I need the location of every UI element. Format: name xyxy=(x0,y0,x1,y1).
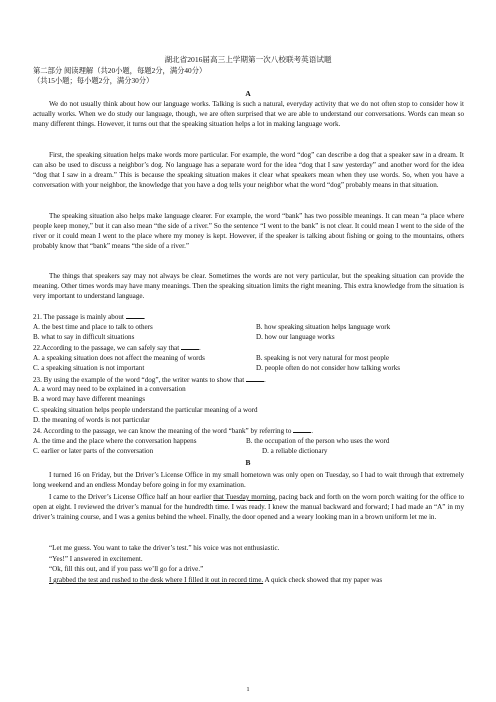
passage-a-paragraph-2: First, the speaking situation helps make words more particular. For example, the word “dog” can describe a dog that a speaker saw in a dream. It can also be used to discuss a neighbor’s dog. No language has a separate word for the idea “dog that I saw yesterday” and another word for the idea “dog that I saw in a dream.” This is because the speaking situation makes it clear what speakers mean when they use words. So, when you have a conversation with your neighbor, the knowledge that you have a dog tells your neighbor what the word “dog” probably means in that situation. xyxy=(33,151,464,190)
question-24-stem: 24. According to the passage, we can know the meaning of the word “bank” by referring to . xyxy=(33,427,314,435)
passage-b-paragraph-1: I turned 16 on Friday, but the Driver’s License Office in my small hometown was only open on Tuesday, so I had to wait through that extremely long weekend and an endless Monday before going in for my examination. xyxy=(33,471,464,490)
question-23-option-b: B. a word may have different meanings xyxy=(33,395,145,403)
question-24-option-c: C. earlier or later parts of the conversation xyxy=(33,447,154,455)
question-24-option-a: A. the time and the place where the conversation happens xyxy=(33,437,197,445)
question-22-option-d: D. people often do not consider how talking works xyxy=(256,364,401,372)
passage-a-letter: A xyxy=(245,89,251,98)
question-22-stem: 22.According to the passage, we can safely say that . xyxy=(33,344,201,352)
question-23-option-c: C. speaking situation helps people understand the particular meaning of a word xyxy=(33,406,258,414)
answer-blank xyxy=(181,342,199,350)
part-heading: 第二部分 阅读理解（共20小题，每题2分，满分40分） xyxy=(33,66,207,75)
page-number: 1 xyxy=(246,686,250,693)
underlined-sentence: I grabbed the test and rushed to the desk where I filled it out in record time. xyxy=(49,576,264,584)
answer-blank xyxy=(246,374,264,382)
question-22-option-c: C. a speaking situation is not important xyxy=(33,364,145,372)
answer-blank xyxy=(126,311,144,319)
passage-a-paragraph-4: The things that speakers say may not always be clear. Sometimes the words are not very particular, but the speaking situation can provide the meaning. Other times words may have many meanings. Then the speaking situation limits the right meaning. This extra knowledge from the situation is very important to understand language. xyxy=(33,272,464,301)
passage-b-letter: B xyxy=(245,458,251,467)
passage-b-paragraph-3: “Let me guess. You want to take the driver’s test.” his voice was not enthusiastic. xyxy=(49,544,280,552)
question-21-option-a: A. the best time and place to talk to others xyxy=(33,323,153,331)
passage-b-paragraph-4: “Yes!” I answered in excitement. xyxy=(49,555,143,563)
document-title: 湖北省2016届高三上学期第一次八校联考英语试题 xyxy=(164,55,332,64)
answer-blank xyxy=(293,425,311,433)
question-21-stem: 21. The passage is mainly about . xyxy=(33,313,146,321)
underlined-phrase: that Tuesday morning xyxy=(213,493,276,501)
sub-heading: （共15小题；每小题2分，满分30分） xyxy=(33,76,154,85)
question-22-option-a: A. a speaking situation does not affect the meaning of words xyxy=(33,354,205,362)
question-23-option-a: A. a word may need to be explained in a conversation xyxy=(33,385,186,393)
question-22-option-b: B. speaking is not very natural for most people xyxy=(256,354,389,362)
passage-a-paragraph-1: We do not usually think about how our language works. Talking is such a natural, everyday activity that we do not often stop to consider how it actually works. When we do study our language, though, we are often surprised that we are able to understand our conversations. Words can mean so many different things. However, it turns out that the speaking situation helps a lot in making language work. xyxy=(33,100,464,129)
passage-b-paragraph-6: I grabbed the test and rushed to the desk where I filled it out in record time. A quick check showed that my paper was xyxy=(49,576,383,584)
question-21-option-b: B. how speaking situation helps language work xyxy=(256,323,391,331)
passage-b-paragraph-5: “Ok, fill this out, and if you pass we’ll go for a drive.” xyxy=(49,565,204,573)
passage-b-paragraph-2: I came to the Driver’s License Office half an hour earlier that Tuesday morning, pacing back and forth on the worn porch waiting for the office to open at eight. I reviewed the driver’s manual for the hundredth time. I was ready. I knew the manual backward and forward; I had made an “A” in my driver’s training course, and I was a genius behind the wheel. Finally, the door opened and a weary looking man in a brown uniform let me in. xyxy=(33,493,464,522)
question-21-option-d: D. how our language works xyxy=(256,333,335,341)
question-24-option-d: D. a reliable dictionary xyxy=(262,447,328,455)
question-23-stem: 23. By using the example of the word “dog”, the writer wants to show that . xyxy=(33,376,266,384)
question-23-option-d: D. the meaning of words is not particular xyxy=(33,416,150,424)
question-21-option-c: B. what to say in difficult situations xyxy=(33,333,135,341)
question-24-option-b: B. the occupation of the person who uses the word xyxy=(246,437,390,445)
passage-a-paragraph-3: The speaking situation also helps make language clearer. For example, the word “bank” has two possible meanings. It can mean “a place where people keep money,” but it can also mean “the side of a river.” So the sentence “I went to the bank” is not clear. It could mean I went to the side of the river or it could mean I went to the place where my money is kept. However, if the speaker is talking about fishing or going to the mountains, others probably know that “bank” means “the side of a river.” xyxy=(33,212,464,251)
